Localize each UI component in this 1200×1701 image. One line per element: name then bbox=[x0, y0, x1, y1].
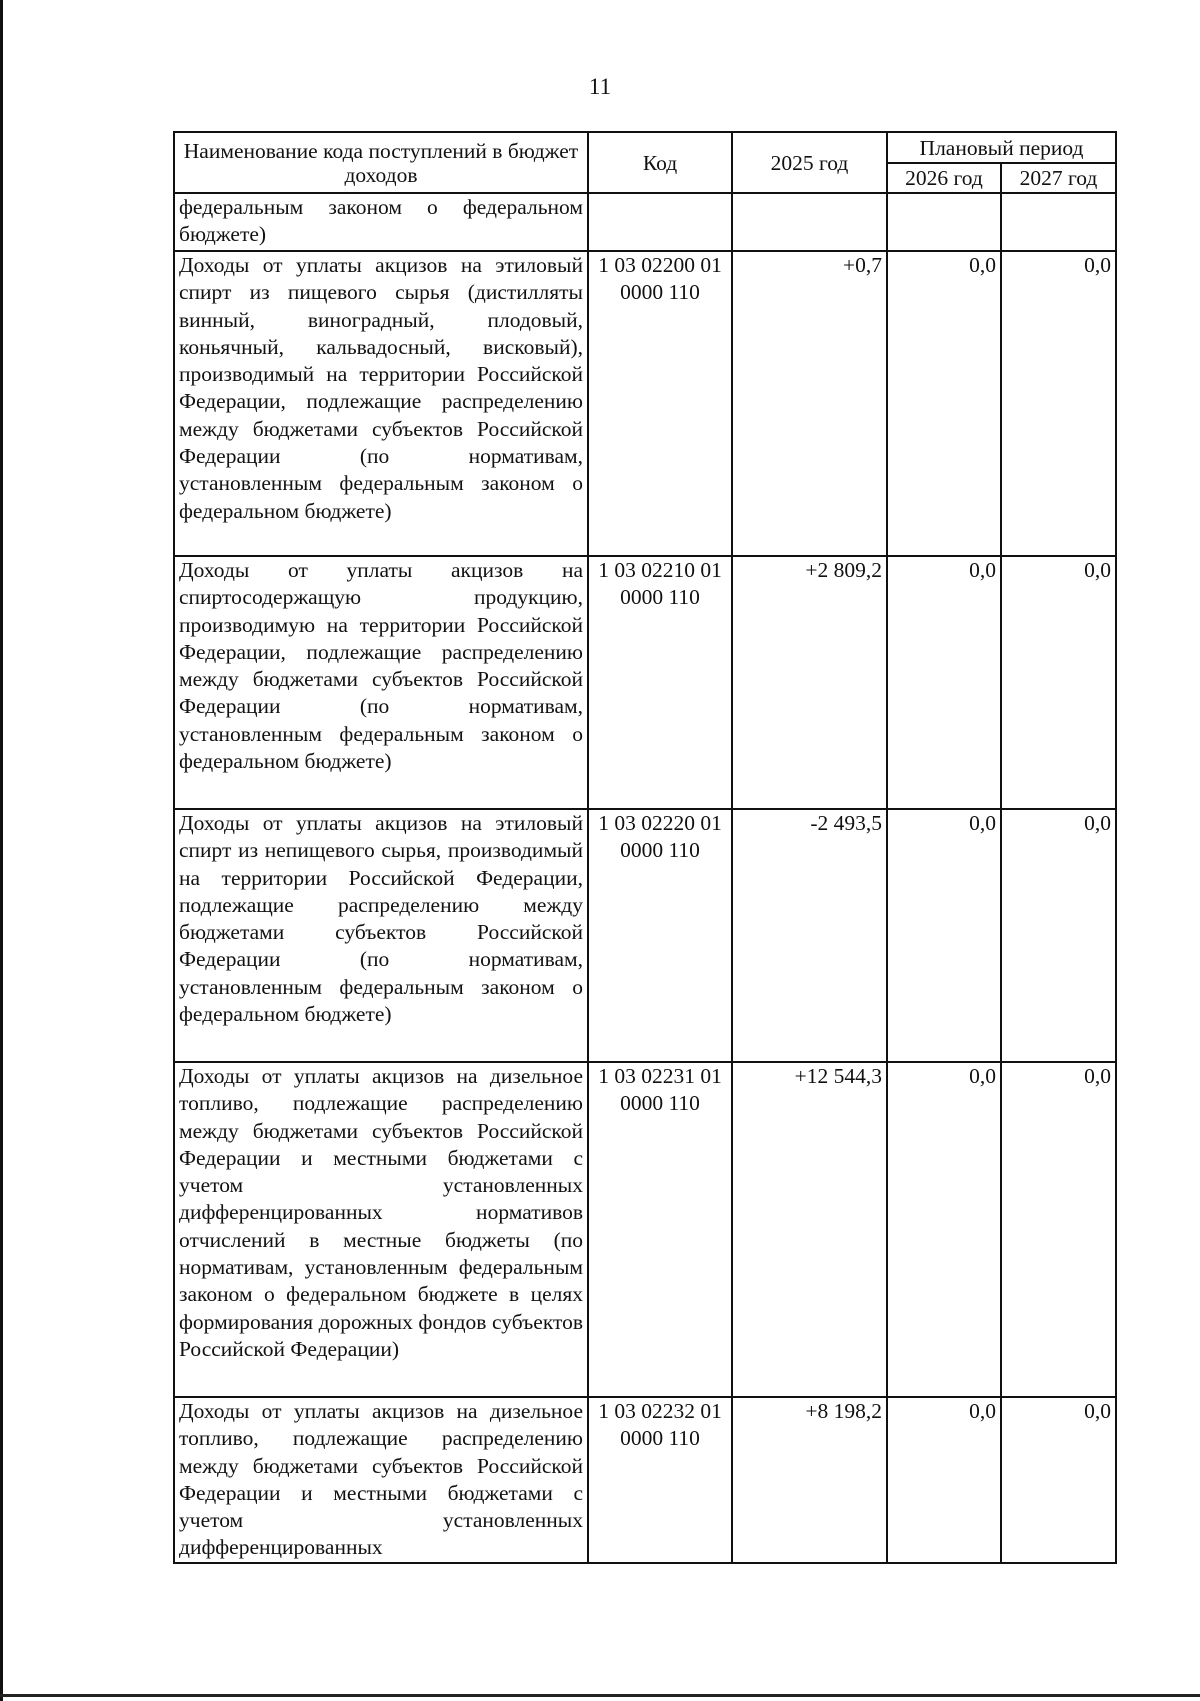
table-row bbox=[174, 1397, 1116, 1563]
row-2027 bbox=[1001, 193, 1116, 251]
row-2027: 0,0 bbox=[1001, 809, 1116, 1062]
row-code: 1 03 02220 01 0000 110 bbox=[588, 809, 732, 1062]
row-2025: +2 809,2 bbox=[732, 556, 887, 809]
table-header bbox=[174, 132, 1116, 193]
row-name: федеральным законом о федеральном бюджете) bbox=[174, 193, 588, 251]
row-code bbox=[588, 193, 732, 251]
header-2026: 2026 год bbox=[887, 163, 1001, 193]
row-2027: 0,0 bbox=[1001, 1062, 1116, 1397]
row-2026: 0,0 bbox=[887, 809, 1001, 1062]
table-row bbox=[174, 809, 1116, 1062]
row-2025 bbox=[732, 193, 887, 251]
row-code: 1 03 02210 01 0000 110 bbox=[588, 556, 732, 809]
table-row bbox=[174, 251, 1116, 556]
row-code: 1 03 02232 01 0000 110 bbox=[588, 1397, 732, 1563]
row-2025: -2 493,5 bbox=[732, 809, 887, 1062]
row-code: 1 03 02200 01 0000 110 bbox=[588, 251, 732, 556]
scan-edge-left bbox=[0, 0, 3, 1701]
budget-table bbox=[173, 131, 1117, 1564]
row-2026: 0,0 bbox=[887, 1062, 1001, 1397]
table-row bbox=[174, 556, 1116, 809]
page-number: 11 bbox=[588, 74, 612, 99]
row-2026: 0,0 bbox=[887, 556, 1001, 809]
row-2025: +8 198,2 bbox=[732, 1397, 887, 1563]
row-2027: 0,0 bbox=[1001, 1397, 1116, 1563]
row-2025: +0,7 bbox=[732, 251, 887, 556]
header-2027: 2027 год bbox=[1001, 163, 1116, 193]
table-row bbox=[174, 193, 1116, 251]
header-2025: 2025 год bbox=[732, 132, 887, 193]
row-name: Доходы от уплаты акцизов на этиловый спирт из непищевого сырья, производимый на территории Российской Федерации, подлежащие распределению между бюджетами субъектов Российской Федерации (по нормативам, установленным федеральным законом о федеральном бюджете) bbox=[174, 809, 588, 1062]
row-name: Доходы от уплаты акцизов на спиртосодержащую продукцию, производимую на территории Российской Федерации, подлежащие распределению между бюджетами субъектов Российской Федерации (по нормативам, установленным федеральным законом о федеральном бюджете) bbox=[174, 556, 588, 809]
row-2025: +12 544,3 bbox=[732, 1062, 887, 1397]
row-code: 1 03 02231 01 0000 110 bbox=[588, 1062, 732, 1397]
header-name: Наименование кода поступлений в бюджет доходов bbox=[174, 132, 588, 193]
row-2026: 0,0 bbox=[887, 251, 1001, 556]
row-2027: 0,0 bbox=[1001, 251, 1116, 556]
scan-edge-bottom bbox=[0, 1694, 1200, 1697]
table-row bbox=[174, 1062, 1116, 1397]
row-name: Доходы от уплаты акцизов на дизельное топливо, подлежащие распределению между бюджетами субъектов Российской Федерации и местными бюджетами с учетом установленных дифференцированных bbox=[174, 1397, 588, 1563]
row-2026 bbox=[887, 193, 1001, 251]
row-name: Доходы от уплаты акцизов на дизельное топливо, подлежащие распределению между бюджетами субъектов Российской Федерации и местными бюджетами с учетом установленных дифференцированных нормативов отчислений в местные бюджеты (по нормативам, установленным федеральным законом о федеральном бюджете в целях формирования дорожных фондов субъектов Российской Федерации) bbox=[174, 1062, 588, 1397]
header-code: Код bbox=[588, 132, 732, 193]
row-2027: 0,0 bbox=[1001, 556, 1116, 809]
header-planned-period: Плановый период bbox=[887, 132, 1116, 163]
row-2026: 0,0 bbox=[887, 1397, 1001, 1563]
row-name: Доходы от уплаты акцизов на этиловый спирт из пищевого сырья (дистилляты винный, виноградный, плодовый, коньячный, кальвадосный, висковый), производимый на территории Российской Федерации, подлежащие распределению между бюджетами субъектов Российской Федерации (по нормативам, установленным федеральным законом о федеральном бюджете) bbox=[174, 251, 588, 556]
